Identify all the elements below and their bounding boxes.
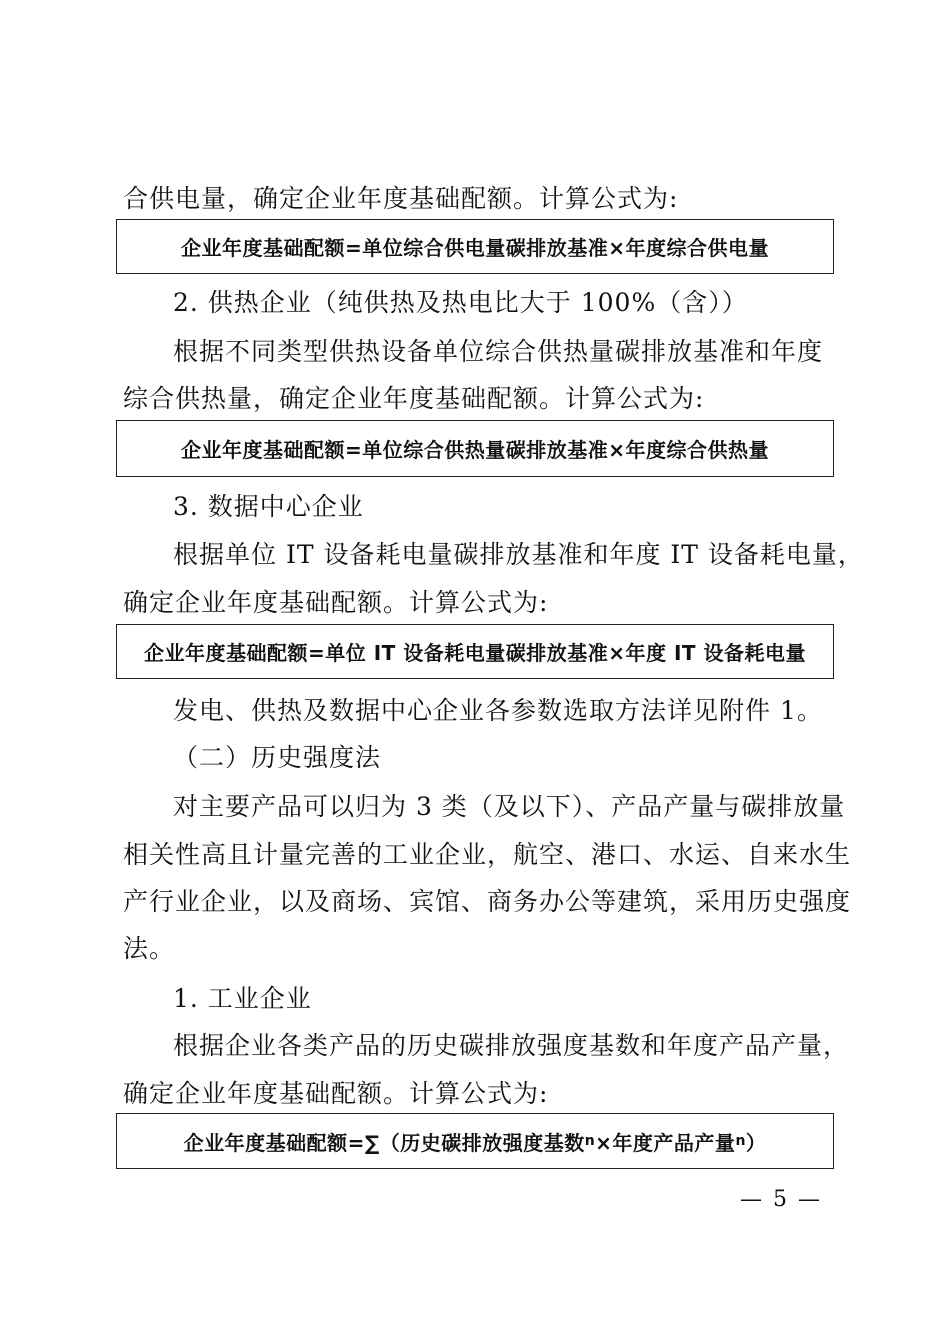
paragraph-line: 根据企业各类产品的历史碳排放强度基数和年度产品产量， (173, 1031, 850, 1060)
formula-box-industrial (116, 1113, 834, 1169)
heading-data-center: 3. 数据中心企业 (173, 492, 364, 521)
paragraph-line: 根据不同类型供热设备单位综合供热量碳排放基准和年度 (173, 337, 824, 366)
formula-part: 企业年度基础配额=∑（历史碳排放强度基数 (183, 1130, 585, 1155)
formula-box-power: 企业年度基础配额=单位综合供电量碳排放基准×年度综合供电量 (116, 219, 834, 274)
formula-part: ） (745, 1130, 767, 1155)
paragraph-line: 合供电量，确定企业年度基础配额。计算公式为: (123, 184, 679, 213)
paragraph-line: 相关性高且计量完善的工业企业，航空、港口、水运、自来水生 (123, 840, 852, 869)
paragraph-line: 对主要产品可以归为 3 类（及以下）、产品产量与碳排放量 (173, 792, 846, 821)
paragraph-line: 确定企业年度基础配额。计算公式为: (123, 588, 549, 617)
paragraph-line: 根据单位 IT 设备耗电量碳排放基准和年度 IT 设备耗电量， (173, 540, 864, 569)
paragraph-line: 发电、供热及数据中心企业各参数选取方法详见附件 1。 (173, 696, 823, 725)
heading-heat-supply: 2. 供热企业（纯供热及热电比大于 100%（含）） (173, 288, 748, 317)
page-number: — 5 — (740, 1187, 822, 1212)
formula-box-heat: 企业年度基础配额=单位综合供热量碳排放基准×年度综合供热量 (116, 420, 834, 477)
section-heading-historical-intensity: （二）历史强度法 (173, 743, 382, 772)
formula-box-data-center: 企业年度基础配额=单位 IT 设备耗电量碳排放基准×年度 IT 设备耗电量 (116, 624, 834, 679)
paragraph-line: 综合供热量，确定企业年度基础配额。计算公式为: (123, 384, 705, 413)
paragraph-line: 产行业企业，以及商场、宾馆、商务办公等建筑，采用历史强度 (123, 887, 852, 916)
formula-part: ×年度产品产量 (595, 1130, 736, 1155)
paragraph-line: 法。 (123, 934, 176, 963)
paragraph-line: 确定企业年度基础配额。计算公式为: (123, 1079, 549, 1108)
heading-industrial-enterprise: 1. 工业企业 (173, 984, 312, 1013)
formula-subscript: n (735, 1133, 746, 1149)
formula-subscript: n (584, 1133, 596, 1149)
